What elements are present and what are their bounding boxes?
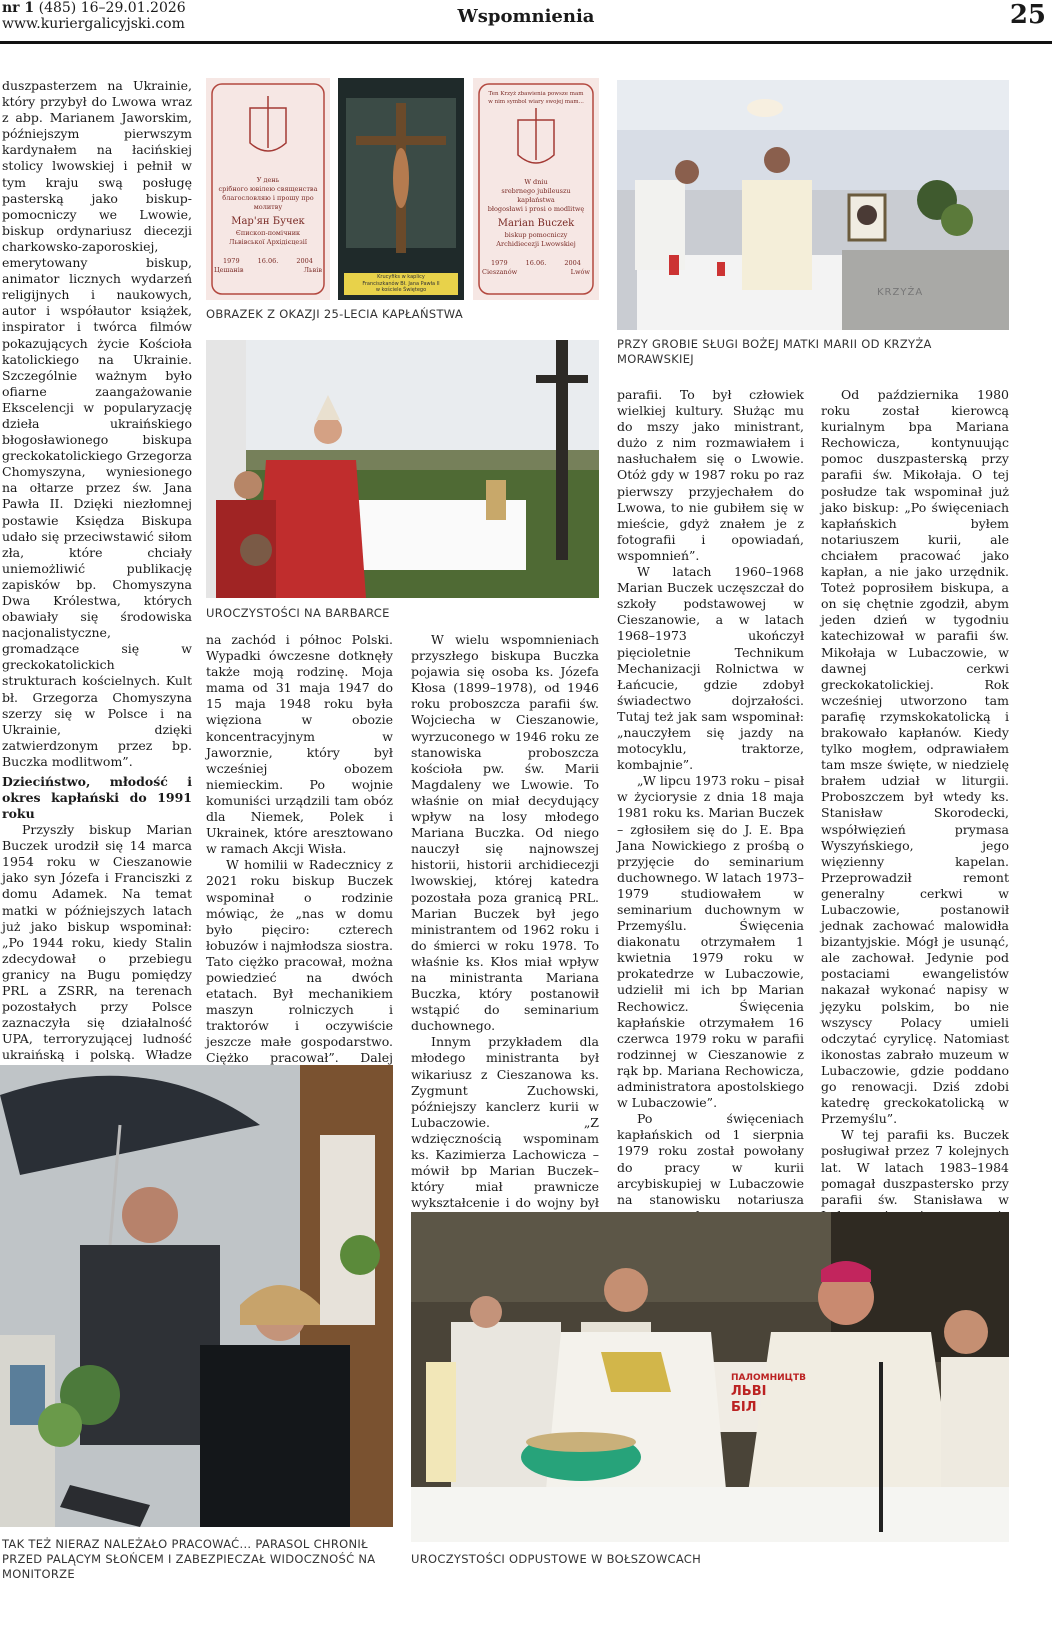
card3-place2: Lwów bbox=[570, 268, 590, 276]
paragraph: Od października 1980 roku został kierowcą kurialnym bpa Mariana Rechowicza, kontynuując pomoc duszpasterską przy parafii św. Mikołaja. O tej posłudze tak wspominał już jako biskup: „Po święceniach kapłańskich byłem notariuszem kurii, ale chciałem pracować jako kapłan, a nie jako urzędnik. Toteż poprosiłem biskupa, a on się chętnie zgodził, abym jeden dzień w tygodniu katechizował w parafii św. Mikołaja w Lubaczowie, w dawnej cerkwi greckokatolickiej. Rok wcześniej utworzono tam parafię rzymskokatolicką i brakowało kapłanów. Kiedy tylko mogłem, odprawiałem tam msze święte, w niedzielę brałem udział w liturgii. Proboszczem był wtedy ks. Stanisław Skorodecki, współwięzień prymasa Wyszyńskiego, jego więzienny kapelan. Przeprowadził remont generalny cerkwi w Lubaczowie, postanowił jednak zachować malowidła bizantyjskie. Mógł je usunąć, ale zachował. Jedynie pod postaciami ewangelistów nakazał wykonać napisy w języku polskim, bo nie wszyscy Polacy umieli odczytać cyrylicę. Natomiast ikonostas zabrało muzeum w Lubaczowie, gdzie poddano go renowacji. Dziś zdobi katedrę greckokatolicką w Przemyślu”. bbox=[821, 387, 1009, 1127]
page-number: 25 bbox=[1009, 0, 1046, 30]
banner-line2: ЛЬВІ bbox=[731, 1384, 767, 1399]
card3-date2: 16.06. bbox=[525, 259, 547, 267]
card3-name: Marian Buczek bbox=[497, 218, 575, 229]
paragraph: duszpasterzem na Ukrainie, który przybył do Lwowa wraz z abp. Marianem Jaworskim, późniejszym pierwszym kardynałem na łacińskiej stolicy lwowskiej i pełnił w tym kraju swą posługę pasterską jako biskup-pomocniczy we Lwowie, biskup ordynariusz diecezji charkowsko-zaporoskiej, emerytowany biskup, animator licznych wydarzeń religijnych i naukowych, autor i współautor książek, inspirator i twórca filmów pokazujących życie Kościoła katolickiego na Ukrainie. Szczególnie ważnym było ofiarne zaangażowanie Ekscelencji w popularyzację dzieła ukraińskiego błogosławionego biskupa greckokatolickiego Grzegorza Chomyszyna, wyniesionego na ołtarze przez św. Jana Pawła II. Dzięki niezłomnej postawie Księdza Biskupa udało się przeciwstawić siłom zła, które chciały uniemożliwić publikację zapisków bp. Chomyszyna Dwa Królestwa, których obawiały się środowiska nacjonalistyczne, gromadzące się w greckokatolickich strukturach kościelnych. Kult bł. Grzegorza Chomyszyna szerzy się w Polsce i na Ukrainie, dzięki zatwierdzonym przez bp. Buczka modlitwom”. bbox=[2, 78, 193, 769]
paragraph: W latach 1960–1968 Marian Buczek uczęszczał do szkoły podstawowej w Cieszanowie, a w latach 1968–1973 ukończył pięcioletnie Technikum Mechanizacji Rolnictwa w Łańcucie, gdzie zdobył świadectwo dojrzałości. Tutaj też jak sam wspominał: „nauczyłem się jazdy na motocyklu, traktorze, kombajnie”. bbox=[617, 564, 804, 773]
barbarka-caption: UROCZYSTOŚCI NA BARBARCE bbox=[206, 606, 390, 620]
cards-caption: OBRAZEK Z OKAZJI 25-LECIA KAPŁAŃSTWA bbox=[206, 307, 463, 321]
card1-place2: Львів bbox=[303, 266, 322, 274]
bolszowce-photo bbox=[411, 1212, 1009, 1542]
card1-name: Мар'ян Бучек bbox=[231, 216, 305, 227]
card3-line2: srebrnego jubileuszu kapłaństwa bbox=[501, 187, 571, 204]
paragraph: W homilii w Radecznicy z 2021 roku biskup Buczek wspominał o rodzinie mówiąc, że „nas w domu było pięciro: czterech łobuzów i najmłodsza siostra. Tato ciężko pracował, można powiedzieć na dwóch etatach. Był mechanikiem maszyn rolniczych i traktorów i oczywiście jeszcze małe gospodarstwo. Ciężko pracował”. Dalej bbox=[206, 857, 393, 1066]
article-column-5 bbox=[821, 387, 1009, 1209]
paragraph: W tej parafii ks. Buczek posługiwał przez 7 kolejnych lat. W latach 1983–1984 pomagał duszpastersko przy parafii św. Stanisława w bbox=[821, 1127, 1009, 1207]
grave-photo bbox=[617, 80, 1009, 330]
grave-caption: PRZY GROBIE SŁUGI BOŻEJ MATKI MARII OD KRZYŻA MORAWSKIEJ bbox=[617, 337, 932, 366]
paragraph: W wielu wspomnieniach przyszłego biskupa Buczka pojawia się osoba ks. Józefa Kłosa (1899–1978), od 1946 roku proboszcza parafii św. Wojciecha w Cieszanowie, wyrzuconego w 1946 roku ze stanowiska proboszcza kościoła pw. św. Marii Magdaleny we Lwowie. To właśnie on miał decydujący wpływ na losy młodego Mariana Buczka. Od niego nauczył się najnowszej historii, historii archidiecezji lwowskiej, której katedra pozostała poza granicą PRL. Marian Buczek był jego ministrantem od 1962 roku i do śmierci w roku 1978. To właśnie ks. Kłos miał wpływ na ministranta Mariana Buczka, który postanowił wstąpić do seminarium duchownego. bbox=[411, 632, 599, 1034]
card1-line3: благословляю і прошу про молитву bbox=[222, 194, 314, 211]
card3-place1: Cieszanów bbox=[482, 268, 518, 276]
card1-place1: Цешанів bbox=[214, 266, 244, 274]
umbrella-caption: TAK TEŻ NIERAZ NALEŻAŁO PRACOWAĆ... PARASOL CHRONIŁ PRZED PALĄCYM SŁOŃCEM I ZABEZPIECZAŁ WIDOCZNOŚĆ NA MONITORZE bbox=[2, 1537, 376, 1581]
website-link[interactable]: www.kuriergalicyjski.com bbox=[2, 16, 185, 32]
card1-date2: 16.06. bbox=[257, 257, 279, 265]
paragraph: „W lipcu 1973 roku – pisał w życiorysie z dnia 18 maja 1981 roku ks. Marian Buczek – zgłosiłem się do J. E. Bpa Jana Nowickiego z prośbą o przyjęcie do seminarium duchownego. W latach 1973–1979 studiowałem w seminarium duchownym w Przemyślu. Święcenia diakonatu otrzymałem 1 kwietnia 1979 roku w prokatedrze w Lubaczowie, udzielił mi ich bp Marian Rechowicz. Święcenia kapłańskie otrzymałem 16 czerwca 1979 roku w parafii rodzinnej w Cieszanowie z rąk bp. Mariana Rechowicza, administratora apostolskiego w Lubaczowie”. bbox=[617, 773, 804, 1111]
cards-photo bbox=[206, 78, 599, 300]
barbarka-photo bbox=[206, 340, 599, 598]
card2-line3: w kościele Świętego bbox=[375, 287, 427, 293]
card3-role2: Archidiecezji Lwowskiej bbox=[496, 240, 576, 248]
article-column-4 bbox=[617, 387, 804, 1209]
article-column-3 bbox=[411, 632, 599, 1210]
paragraph: Innym przykładem dla młodego ministranta był wikariusz z Cieszanowa ks. Zygmunt Zuchowski, późniejszy kanclerz kurii w Lubaczowie. „Z wdzięcznością wspominam ks. Kazimierza Lachowicza – mówił bp Marian Buczek– który miał prawnicze wykształcenie i do wojny był bbox=[411, 1034, 599, 1211]
card2-line2: Franciszkanów Bł. Jana Pawła II bbox=[362, 280, 440, 287]
card3-line3: błogosławi i prosi o modlitwę bbox=[487, 205, 585, 213]
card1-date3: 2004 bbox=[296, 257, 313, 265]
subheading: Dzieciństwo, młodość i okres kapłański do 1991 roku bbox=[2, 774, 192, 822]
card1-line1: У день bbox=[256, 176, 280, 184]
card3-date1: 1979 bbox=[491, 259, 508, 267]
card3-top2: w nim symbol wiary swojej mam... bbox=[488, 99, 584, 105]
card3-line1: W dniu bbox=[524, 178, 548, 186]
card1-role1: Єпископ-помічник bbox=[235, 229, 301, 237]
section-title: Wspomnienia bbox=[457, 6, 595, 27]
card3-date3: 2004 bbox=[564, 259, 581, 267]
card1-line2: срібного ювілею священства bbox=[218, 185, 318, 193]
banner-line1: ПАЛОМНИЦТВ bbox=[731, 1373, 806, 1383]
card1-role2: Львівської Архідієцезії bbox=[229, 238, 307, 246]
header-rule bbox=[0, 41, 1052, 44]
grave-sign: KRZYŻA bbox=[877, 287, 924, 298]
umbrella-photo bbox=[0, 1065, 393, 1527]
paragraph: Po święceniach kapłańskich od 1 sierpnia 1979 roku został powołany do pracy w kurii arcybiskupiej w Lubaczowie na stanowisku notariusza bbox=[617, 1111, 804, 1207]
paragraph: Przyszły biskup Marian Buczek urodził się 14 marca 1954 roku w Cieszanowie jako syn Józefa i Franciszki z domu Adamek. Na temat matki w późniejszych latach już jako biskup wspominał: „Po 1944 roku, kiedy Stalin zdecydował o przebiegu granicy na Bugu pomiędzy PRL a ZSRR, na terenach pozostałych przy Polsce zaznaczyła się działalność UPA, terroryzującej ludność ukraińską i polską. Władze bbox=[2, 822, 192, 1063]
article-column-2 bbox=[206, 632, 393, 1066]
paragraph: parafii. To był człowiek wielkiej kultury. Służąc mu do mszy jako ministrant, dużo z nim rozmawiałem i nasłuchałem się o Lwowie. Otóż gdy w 1987 roku po raz pierwszy przyjechałem do Lwowa, to nie gubiłem się w mieście, gdyż znałem je z fotografii i opowiadań, wspomnień”. bbox=[617, 387, 804, 563]
issue-dates: (485) 16–29.01.2026 bbox=[34, 0, 186, 16]
paragraph: na zachód i północ Polski. Wypadki ówczesne dotknęły także moją rodzinę. Moja mama od 31 maja 1947 do 15 maja 1948 roku była więziona w obozie koncentracyjnym w Jaworznie, który był wcześniej obozem niemieckim. Po wojnie komuniści urządzili tam obóz dla Niemek, Polek i Ukrainek, które aresztowano w ramach Akcji Wisła. bbox=[206, 632, 393, 857]
article-column-1 bbox=[2, 78, 192, 1063]
card2-line1: Krucyfiks w kaplicy bbox=[377, 274, 425, 280]
card1-date1: 1979 bbox=[223, 257, 240, 265]
issue-number: nr 1 bbox=[2, 0, 35, 16]
card3-role1: biskup pomocniczy bbox=[504, 231, 568, 239]
banner-line3: БІЛ bbox=[731, 1400, 757, 1415]
bolszowce-caption: UROCZYSTOŚCI ODPUSTOWE W BOŁSZOWCACH bbox=[411, 1552, 702, 1566]
card3-top1: Ten Krzyż zbawienia powsze mam bbox=[488, 91, 584, 97]
